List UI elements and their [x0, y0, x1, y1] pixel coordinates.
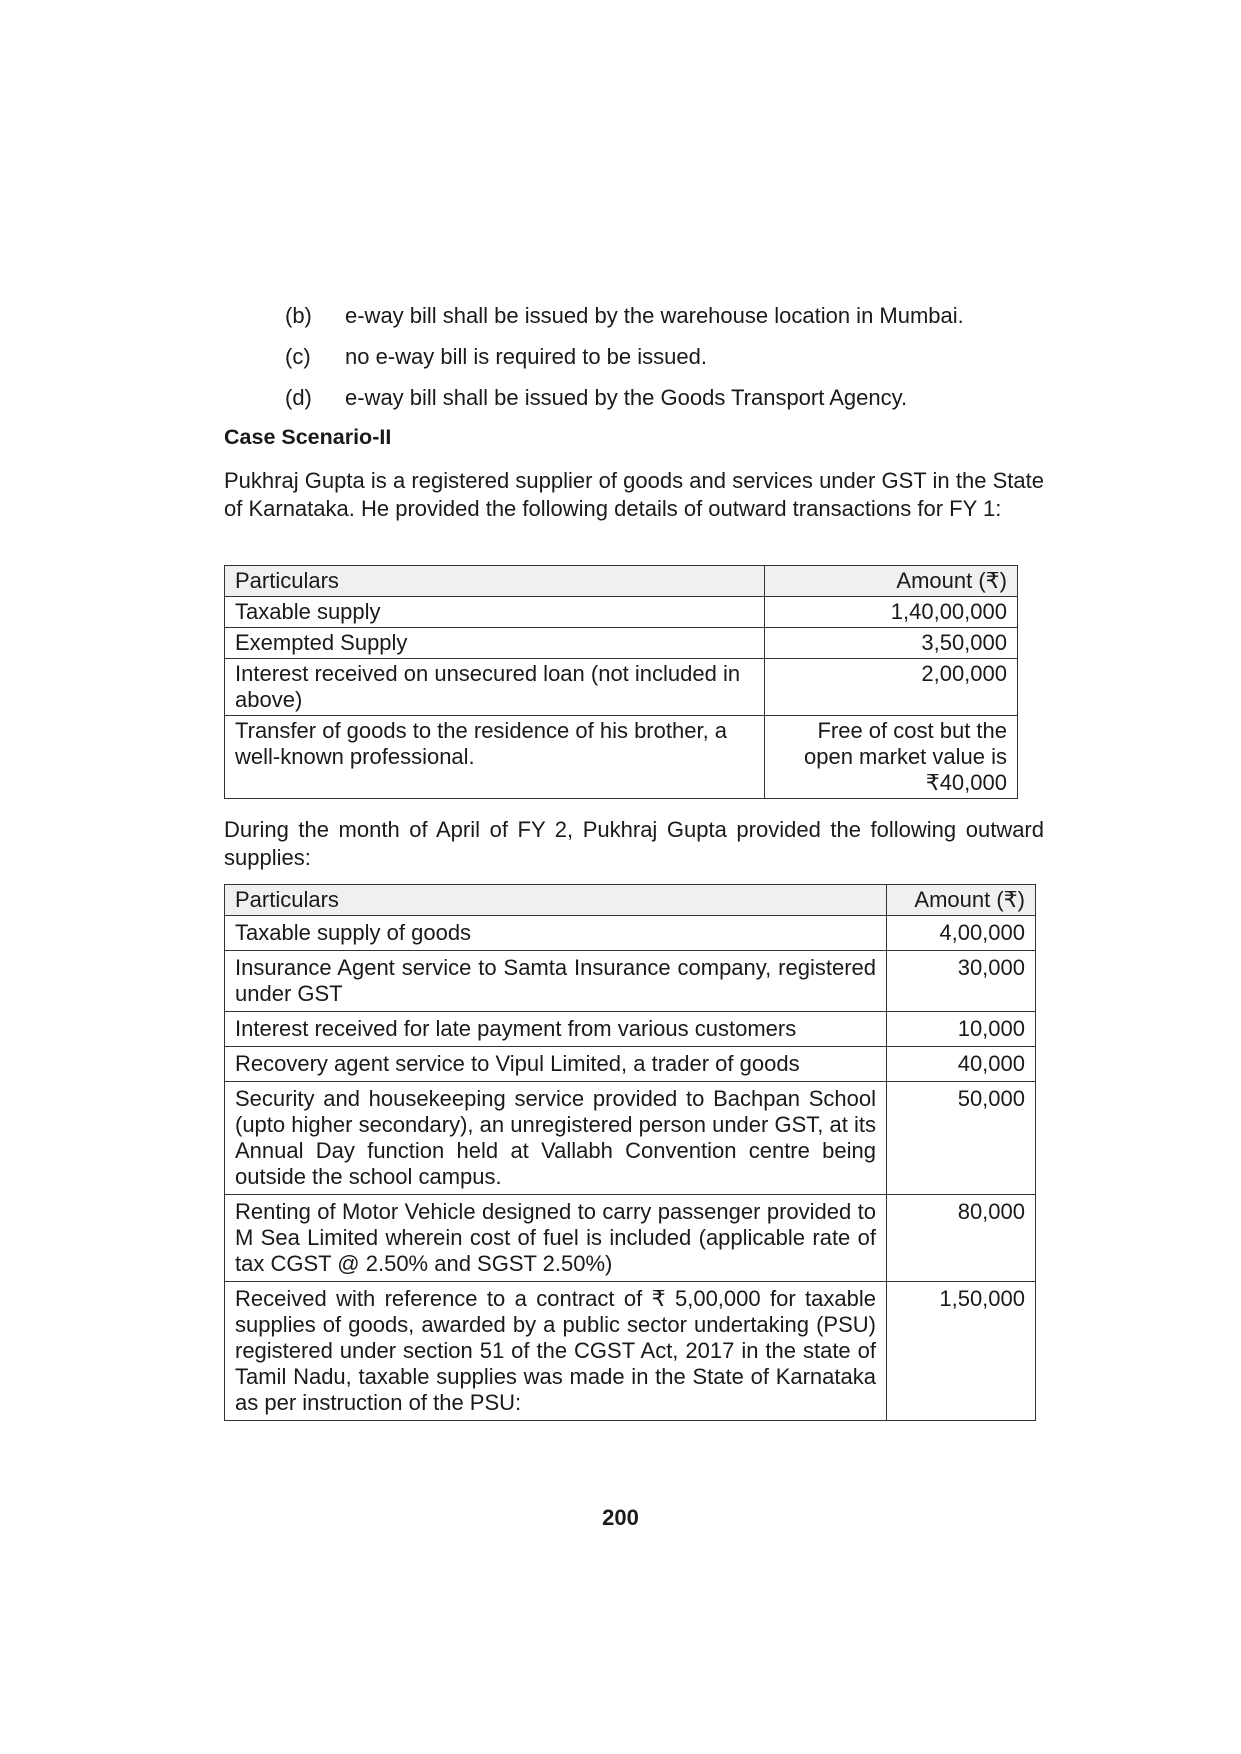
table-row — [225, 628, 1018, 659]
page-number: 200 — [602, 1505, 639, 1530]
case-scenario-heading: Case Scenario-II — [224, 425, 392, 449]
row-amount: 40,000 — [887, 1047, 1036, 1082]
table-row — [225, 1195, 1036, 1282]
table-row — [225, 1047, 1036, 1082]
row-amount: 80,000 — [887, 1195, 1036, 1282]
option-letter: (d) — [285, 385, 312, 410]
table-header-row — [225, 885, 1036, 916]
row-amount: 2,00,000 — [765, 659, 1018, 716]
row-particulars: Renting of Motor Vehicle designed to carry passenger provided to M Sea Limited wherein cost of fuel is included (applicable rate of tax CGST @ 2.50% and SGST 2.50%) — [225, 1195, 887, 1282]
row-particulars: Taxable supply — [225, 597, 765, 628]
table-header-row — [225, 566, 1018, 597]
table-row — [225, 659, 1018, 716]
option-letter: (c) — [285, 344, 311, 369]
row-particulars: Security and housekeeping service provided to Bachpan School (upto higher secondary), an unregistered person under GST, at its Annual Day function held at Vallabh Convention centre being outside the school campus. — [225, 1082, 887, 1195]
row-amount: 1,40,00,000 — [765, 597, 1018, 628]
row-particulars: Transfer of goods to the residence of his brother, a well-known professional. — [225, 716, 765, 799]
option-letter: (b) — [285, 303, 312, 328]
row-particulars: Insurance Agent service to Samta Insurance company, registered under GST — [225, 951, 887, 1012]
option-text: no e-way bill is required to be issued. — [345, 344, 707, 369]
row-particulars: Interest received on unsecured loan (not included in above) — [225, 659, 765, 716]
row-particulars: Interest received for late payment from various customers — [225, 1012, 887, 1047]
option-d — [285, 384, 964, 425]
option-c — [285, 343, 964, 384]
row-amount: 1,50,000 — [887, 1282, 1036, 1421]
option-b — [285, 302, 964, 343]
row-amount: Free of cost but the open market value is ₹40,000 — [765, 716, 1018, 799]
header-particulars: Particulars — [225, 885, 887, 916]
header-particulars: Particulars — [225, 566, 765, 597]
header-amount: Amount (₹) — [765, 566, 1018, 597]
row-particulars: Exempted Supply — [225, 628, 765, 659]
intro-paragraph: Pukhraj Gupta is a registered supplier of goods and services under GST in the State of Karnataka. He provided the following details of outward transactions for FY 1: — [224, 468, 1044, 521]
table-row — [225, 1282, 1036, 1421]
row-amount: 30,000 — [887, 951, 1036, 1012]
table-row — [225, 1082, 1036, 1195]
row-particulars: Recovery agent service to Vipul Limited, a trader of goods — [225, 1047, 887, 1082]
row-amount: 10,000 — [887, 1012, 1036, 1047]
header-amount: Amount (₹) — [887, 885, 1036, 916]
april-intro-paragraph: During the month of April of FY 2, Pukhraj Gupta provided the following outward supplies: — [224, 817, 1044, 870]
table-row — [225, 916, 1036, 951]
fy1-transactions-table — [224, 565, 1018, 799]
table-row — [225, 597, 1018, 628]
option-text: e-way bill shall be issued by the warehouse location in Mumbai. — [345, 303, 964, 328]
row-amount: 4,00,000 — [887, 916, 1036, 951]
table-row — [225, 1012, 1036, 1047]
option-text: e-way bill shall be issued by the Goods Transport Agency. — [345, 385, 908, 410]
table-row — [225, 716, 1018, 799]
answer-options — [285, 302, 964, 425]
row-amount: 50,000 — [887, 1082, 1036, 1195]
april-supplies-table — [224, 884, 1036, 1421]
row-amount: 3,50,000 — [765, 628, 1018, 659]
row-particulars: Received with reference to a contract of ₹ 5,00,000 for taxable supplies of goods, awarded by a public sector undertaking (PSU) registered under section 51 of the CGST Act, 2017 in the state of Tamil Nadu, taxable supplies was made in the State of Karnataka as per instruction of the PSU: — [225, 1282, 887, 1421]
table-row — [225, 951, 1036, 1012]
row-particulars: Taxable supply of goods — [225, 916, 887, 951]
